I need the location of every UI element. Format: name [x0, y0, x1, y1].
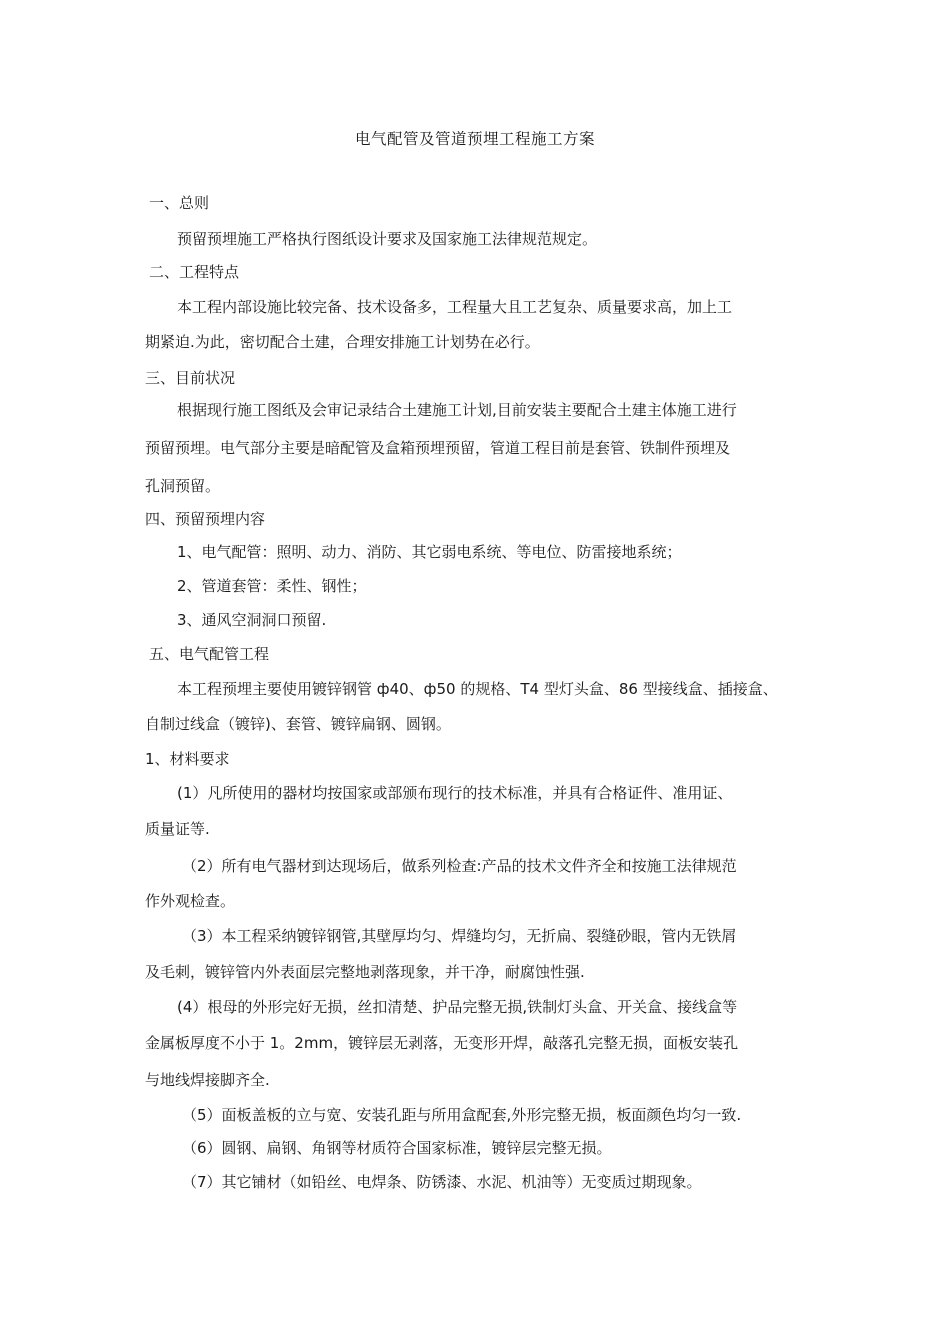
list-item: （3）本工程采纳镀锌钢管,其壁厚均匀、焊缝均匀，无折扁、裂缝砂眼，管内无铁屑: [182, 927, 737, 945]
paragraph-line: 预留预埋。电气部分主要是暗配管及盒箱预埋预留，管道工程目前是套管、铁制件预埋及: [145, 439, 731, 457]
document-title: 电气配管及管道预埋工程施工方案: [354, 130, 595, 148]
list-item: (1）凡所使用的器材均按国家或部颁布现行的技术标准，并具有合格证件、准用证、: [177, 784, 733, 802]
paragraph-line: 与地线焊接脚齐全.: [145, 1071, 270, 1089]
paragraph-line: 金属板厚度不小于 1。2mm，镀锌层无剥落，无变形开焊，敲落孔完整无损，面板安装孔: [145, 1034, 739, 1052]
list-item: （5）面板盖板的立与宽、安装孔距与所用盒配套,外形完整无损，板面颜色均匀一致.: [182, 1106, 742, 1124]
subsection-heading-materials: 1、材料要求: [145, 750, 230, 768]
list-item: （6）圆钢、扁钢、角钢等材质符合国家标准，镀锌层完整无损。: [182, 1139, 612, 1157]
paragraph-line: 预留预埋施工严格执行图纸设计要求及国家施工法律规范规定。: [177, 230, 598, 248]
list-item: (4）根母的外形完好无损，丝扣清楚、护品完整无损,铁制灯头盒、开关盒、接线盒等: [177, 998, 738, 1016]
list-item: 2、管道套管：柔性、钢性；: [177, 577, 367, 595]
paragraph-line: 本工程内部设施比较完备、技术设备多，工程量大且工艺复杂、质量要求高，加上工: [177, 298, 733, 316]
list-item: 3、通风空洞洞口预留.: [177, 611, 327, 629]
section-heading-conduit: 五、电气配管工程: [149, 645, 270, 663]
section-heading-general: 一、总则: [149, 194, 210, 212]
list-item: （7）其它铺材（如铅丝、电焊条、防锈漆、水泥、机油等）无变质过期现象。: [182, 1173, 702, 1191]
list-item: （2）所有电气器材到达现场后，做系列检查:产品的技术文件齐全和按施工法律规范: [182, 857, 737, 875]
paragraph-line: 本工程预埋主要使用镀锌钢管 ф40、ф50 的规格、T4 型灯头盒、86 型接线盒、插接盒、: [177, 680, 778, 698]
section-heading-contents: 四、预留预埋内容: [145, 510, 266, 528]
paragraph-line: 孔洞预留。: [145, 477, 221, 495]
paragraph-line: 自制过线盒（镀锌)、套管、镀锌扁钢、圆钢。: [145, 715, 451, 733]
paragraph-line: 作外观检查。: [145, 892, 236, 910]
paragraph-line: 及毛刺，镀锌管内外表面层完整地剥落现象，并干净，耐腐蚀性强.: [145, 963, 585, 981]
list-item: 1、电气配管：照明、动力、消防、其它弱电系统、等电位、防雷接地系统；: [177, 543, 682, 561]
section-heading-status: 三、目前状况: [145, 369, 236, 387]
paragraph-line: 质量证等.: [145, 820, 210, 838]
section-heading-features: 二、工程特点: [149, 263, 240, 281]
paragraph-line: 期紧迫.为此，密切配合土建，合理安排施工计划势在必行。: [145, 333, 540, 351]
paragraph-line: 根据现行施工图纸及会审记录结合土建施工计划,目前安装主要配合土建主体施工进行: [177, 401, 737, 419]
